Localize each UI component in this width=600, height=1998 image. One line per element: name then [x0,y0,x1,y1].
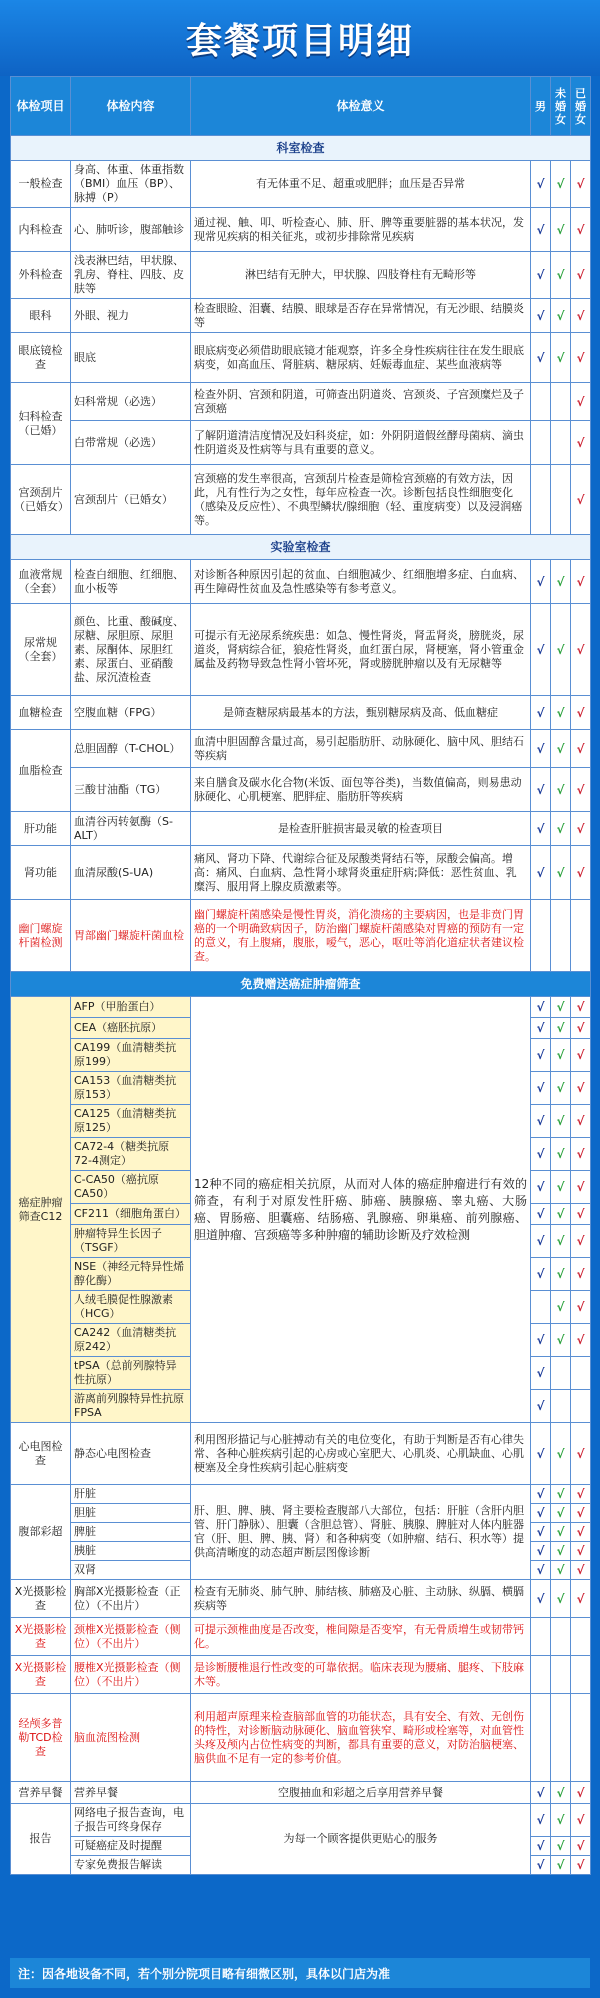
meaning-cell: 通过视、触、叩、听检查心、肺、肝、脾等重要脏器的基本状况，发现常见疾病的相关征兆，或初步排除常见疾病 [191,208,531,252]
tumor-item-cell: CA72-4（糖类抗原72-4测定） [71,1138,191,1171]
check-unmarried [551,1357,571,1390]
section-tumor: 免费赠送癌症肿瘤筛查 [11,972,591,997]
category-cell: 妇科检查（已婚） [11,383,71,465]
check-married: √ [571,1561,591,1580]
table-row [11,1580,591,1618]
check-married: √ [571,465,591,535]
check-male: √ [531,1542,551,1561]
ultrasound-rows [11,1485,591,1580]
check-married: √ [571,696,591,730]
category-cell: 尿常规（全套） [11,604,71,696]
check-unmarried: √ [551,1485,571,1504]
item-cell: 肝脏 [71,1485,191,1504]
item-cell: 白带常规（必选） [71,421,191,465]
category-cell: X光摄影检查 [11,1580,71,1618]
check-married [571,1694,591,1782]
item-cell: 腰椎X光摄影检查（侧位）（不出片） [71,1656,191,1694]
item-cell: 专家免费报告解读 [71,1856,191,1875]
meaning-cell: 对诊断各种原因引起的贫血、白细胞减少、红细胞增多症、白血病、再生障碍性贫血及急性感染等有参考意义。 [191,560,531,604]
tumor-item-cell: AFP（甲胎蛋白） [71,997,191,1018]
item-cell: 静态心电图检查 [71,1423,191,1485]
table-row [11,997,591,1018]
check-married: √ [571,333,591,383]
check-married: √ [571,1542,591,1561]
tumor-item-cell: CA153（血清糖类抗原153） [71,1072,191,1105]
category-cell: 腹部彩超 [11,1485,71,1580]
tumor-item-cell: CA199（血清糖类抗原199） [71,1039,191,1072]
check-unmarried: √ [551,161,571,208]
meaning-cell: 检查眼睑、泪囊、结膜、眼球是否存在异常情况，有无沙眼、结膜炎等 [191,299,531,333]
check-male: √ [531,299,551,333]
category-cell: 肾功能 [11,846,71,900]
meaning-cell: 痛风、肾功下降、代谢综合征及尿酸类肾结石等，尿酸会偏高。增高：痛风、白血病、急性肾小球肾炎重症肝病;降低：恶性贫血、乳糜泻、服用肾上腺皮质激素等。 [191,846,531,900]
section-lab: 实验室检查 [11,535,591,560]
check-male: √ [531,1204,551,1225]
check-male: √ [531,1561,551,1580]
meaning-cell: 了解阴道清洁度情况及妇科炎症，如：外阴阴道假丝酵母菌病、滴虫性阴道炎及性病等与具有重要的意义。 [191,421,531,465]
check-unmarried: √ [551,1423,571,1485]
header-project: 体检项目 [11,77,71,136]
meaning-cell: 宫颈癌的发生率很高，宫颈刮片检查是筛检宫颈癌的有效方法，因此，凡有性行为之女性，每年应检查一次。诊断包括良性细胞变化（感染及反应性）、不典型鳞状/腺细胞（轻、重度病变）以及浸润癌等。 [191,465,531,535]
check-unmarried: √ [551,1105,571,1138]
check-married: √ [571,1291,591,1324]
item-cell: 胆脏 [71,1504,191,1523]
section-dept: 科室检查 [11,136,591,161]
item-cell: 胃部幽门螺旋杆菌血检 [71,900,191,972]
check-unmarried: √ [551,1580,571,1618]
check-male: √ [531,1837,551,1856]
footer-note: 注：因各地设备不同，若个别分院项目略有细微区别，具体以门店为准 [10,1958,590,1988]
item-cell: 心、肺听诊，腹部触诊 [71,208,191,252]
table-row [11,730,591,768]
table-row [11,421,591,465]
table-row [11,1782,591,1804]
check-married: √ [571,1258,591,1291]
table-row [11,1423,591,1485]
category-cell: 外科检查 [11,252,71,299]
item-cell: 血清尿酸(S-UA) [71,846,191,900]
check-unmarried [551,1390,571,1423]
check-unmarried: √ [551,1782,571,1804]
check-married: √ [571,1423,591,1485]
check-male [531,383,551,421]
check-male: √ [531,1580,551,1618]
table-row [11,1485,591,1504]
meaning-cell: 是筛查糖尿病最基本的方法，甄别糖尿病及高、低血糖症 [191,696,531,730]
check-male [531,465,551,535]
tumor-item-cell: 肿瘤特异生长因子（TSGF） [71,1225,191,1258]
check-married: √ [571,812,591,846]
check-male: √ [531,1225,551,1258]
table-row [11,1618,591,1656]
check-married: √ [571,1204,591,1225]
check-unmarried: √ [551,1324,571,1357]
item-cell: 营养早餐 [71,1782,191,1804]
item-cell: 血清谷丙转氨酶（S-ALT） [71,812,191,846]
table-row [11,604,591,696]
check-married: √ [571,1485,591,1504]
check-married [571,1618,591,1656]
check-unmarried: √ [551,333,571,383]
check-unmarried: √ [551,1291,571,1324]
table-row [11,1656,591,1694]
check-married: √ [571,383,591,421]
table-row [11,252,591,299]
check-unmarried: √ [551,768,571,812]
item-cell: 双肾 [71,1561,191,1580]
check-male: √ [531,1072,551,1105]
check-married [571,1357,591,1390]
meaning-cell: 是诊断腰椎退行性改变的可靠依据。临床表现为腰痛、腿疼、下肢麻木等。 [191,1656,531,1694]
check-unmarried: √ [551,1804,571,1837]
check-unmarried: √ [551,1072,571,1105]
meaning-cell: 淋巴结有无肿大，甲状腺、四肢脊柱有无畸形等 [191,252,531,299]
check-unmarried: √ [551,1138,571,1171]
category-cell: 血液常规（全套） [11,560,71,604]
check-unmarried: √ [551,730,571,768]
check-married: √ [571,1225,591,1258]
check-unmarried [551,383,571,421]
check-unmarried: √ [551,997,571,1018]
check-male: √ [531,1324,551,1357]
check-male: √ [531,1357,551,1390]
meaning-cell: 利用超声原理来检查脑部血管的功能状态，具有安全、有效、无创伤的特性，对诊断脑动脉硬化、脑血管狭窄、畸形或栓塞等，对血管性头疼及颅内占位性病变的判断，都具有重要的意义，对防治脑梗塞、脑供血不足有一定的参考价值。 [191,1694,531,1782]
item-cell: 检查白细胞、红细胞、血小板等 [71,560,191,604]
table-row [11,299,591,333]
item-cell: 外眼、视力 [71,299,191,333]
check-male: √ [531,161,551,208]
check-unmarried: √ [551,299,571,333]
check-married: √ [571,1504,591,1523]
check-unmarried [551,465,571,535]
check-male [531,1618,551,1656]
category-cell: X光摄影检查 [11,1656,71,1694]
item-cell: 胸部X光摄影检查（正位）（不出片） [71,1580,191,1618]
tumor-item-cell: C-CA50（癌抗原CA50） [71,1171,191,1204]
item-cell: 空腹血糖（FPG） [71,696,191,730]
check-married: √ [571,1523,591,1542]
meaning-cell: 有无体重不足、超重或肥胖；血压是否异常 [191,161,531,208]
header-content: 体检内容 [71,77,191,136]
meaning-cell: 可提示颈椎曲度是否改变，椎间隙是否变窄，有无骨质增生或韧带钙化。 [191,1618,531,1656]
category-cell: 肝功能 [11,812,71,846]
report-rows [11,1804,591,1875]
header-male: 男 [531,77,551,136]
check-male: √ [531,208,551,252]
meaning-cell: 12种不同的癌症相关抗原，从而对人体的癌症肿瘤进行有效的筛查，有利于对原发性肝癌、肺癌、胰腺癌、睾丸癌、大肠癌、胃肠癌、胆囊癌、结肠癌、乳腺癌、卵巢癌、前列腺癌、胆道肿瘤、宫颈癌等多种肿瘤的辅助诊断及疗效检测 [191,997,531,1423]
check-married: √ [571,768,591,812]
check-male: √ [531,768,551,812]
check-married: √ [571,604,591,696]
table-row [11,465,591,535]
meaning-cell: 空腹抽血和彩超之后享用营养早餐 [191,1782,531,1804]
page-title: 套餐项目明细 [185,20,414,62]
tumor-item-cell: CA125（血清糖类抗原125） [71,1105,191,1138]
table-row [11,333,591,383]
table-row [11,208,591,252]
meaning-cell: 可提示有无泌尿系统疾患：如急、慢性肾炎，肾盂肾炎，膀胱炎，尿道炎，肾病综合征，狼疮性肾炎，血红蛋白尿，肾梗塞，肾小管重金属盐及药物导致急性肾小管坏死，肾或膀胱肿瘤以及有无尿糖等 [191,604,531,696]
category-cell: 内科检查 [11,208,71,252]
table-header-row [11,77,591,136]
check-unmarried: √ [551,1204,571,1225]
meaning-cell: 检查有无肺炎、肺气肿、肺结核、肺癌及心脏、主动脉、纵膈、横膈疾病等 [191,1580,531,1618]
check-male: √ [531,1171,551,1204]
meaning-cell: 肝、胆、脾、胰、肾主要检查腹部八大部位，包括：肝脏（含肝内胆管、肝门静脉）、胆囊（含胆总管）、肾脏、胰腺、脾脏对人体内脏器官（肝、胆、脾、胰、肾）和各种病变（如肿瘤、结石、积水等）提供高清晰度的动态超声断层图像诊断 [191,1485,531,1580]
check-married: √ [571,1072,591,1105]
check-male: √ [531,997,551,1018]
table-row [11,560,591,604]
item-cell: 宫颈刮片（已婚女） [71,465,191,535]
check-male: √ [531,560,551,604]
item-cell: 脾脏 [71,1523,191,1542]
check-married: √ [571,1039,591,1072]
check-male: √ [531,1039,551,1072]
meaning-cell: 来自膳食及碳水化合物(米饭、面包等谷类)，当数值偏高，则易患动脉硬化、心肌梗塞、肥胖症、脂肪肝等疾病 [191,768,531,812]
check-unmarried: √ [551,1504,571,1523]
check-married: √ [571,1837,591,1856]
tumor-item-cell: tPSA（总前列腺特异性抗原） [71,1357,191,1390]
check-married [571,1656,591,1694]
item-cell: 可疑癌症及时提醒 [71,1837,191,1856]
check-married: √ [571,208,591,252]
check-unmarried: √ [551,812,571,846]
category-cell: 血脂检查 [11,730,71,812]
check-married: √ [571,1324,591,1357]
item-cell: 脑血流图检测 [71,1694,191,1782]
check-unmarried [551,1618,571,1656]
tumor-item-cell: CEA（癌胚抗原） [71,1018,191,1039]
check-married: √ [571,730,591,768]
table-row [11,768,591,812]
check-unmarried: √ [551,1561,571,1580]
table-row [11,383,591,421]
check-married: √ [571,299,591,333]
check-male: √ [531,252,551,299]
check-male [531,900,551,972]
check-male: √ [531,333,551,383]
category-cell: 经颅多普勒TCD检查 [11,1694,71,1782]
check-unmarried: √ [551,1258,571,1291]
tumor-item-cell: NSE（神经元特异性烯醇化酶） [71,1258,191,1291]
header-meaning: 体检意义 [191,77,531,136]
check-married: √ [571,1804,591,1837]
item-cell: 总胆固醇（T-CHOL） [71,730,191,768]
meaning-cell: 眼底病变必须借助眼底镜才能观察，许多全身性疾病往往在发生眼底病变，如高血压、肾脏病、糖尿病、妊娠毒血症、某些血液病等 [191,333,531,383]
check-unmarried: √ [551,208,571,252]
check-unmarried [551,1656,571,1694]
check-unmarried: √ [551,560,571,604]
check-male: √ [531,1804,551,1837]
check-male: √ [531,1138,551,1171]
check-male: √ [531,1504,551,1523]
header-married: 已婚女 [571,77,591,136]
check-male [531,1291,551,1324]
meaning-cell: 血清中胆固醇含量过高，易引起脂肪肝、动脉硬化、脑中风、胆结石等疾病 [191,730,531,768]
check-unmarried: √ [551,1018,571,1039]
item-cell: 颜色、比重、酸碱度、尿糖、尿胆原、尿胆素、尿酮体、尿胆红素、尿蛋白、亚硝酸盐、尿沉渣检查 [71,604,191,696]
check-male: √ [531,812,551,846]
category-cell: 眼底镜检查 [11,333,71,383]
table-row [11,696,591,730]
check-married: √ [571,161,591,208]
tumor-item-cell: 游离前列腺特异性抗原FPSA [71,1390,191,1423]
meaning-cell: 利用图形描记与心脏搏动有关的电位变化，有助于判断是否有心律失常、各种心脏疾病引起的心房或心室肥大、心肌炎、心肌缺血、心肌梗塞及全身性疾病引起心脏病变 [191,1423,531,1485]
category-cell: 癌症肿瘤筛查C12 [11,997,71,1423]
check-male: √ [531,1485,551,1504]
meaning-cell: 是检查肝脏损害最灵敏的检查项目 [191,812,531,846]
check-male: √ [531,730,551,768]
check-male: √ [531,696,551,730]
item-cell: 妇科常规（必选） [71,383,191,421]
package-table-container [10,76,590,1875]
check-male: √ [531,1258,551,1291]
category-cell: X光摄影检查 [11,1618,71,1656]
check-married: √ [571,997,591,1018]
check-married [571,1390,591,1423]
tumor-item-cell: CA242（血清糖类抗原242） [71,1324,191,1357]
check-male: √ [531,1856,551,1875]
check-male [531,1694,551,1782]
check-married: √ [571,1171,591,1204]
item-cell: 颈椎X光摄影检查（侧位）（不出片） [71,1618,191,1656]
category-cell: 营养早餐 [11,1782,71,1804]
check-unmarried: √ [551,846,571,900]
item-cell: 三酸甘油酯（TG） [71,768,191,812]
check-male: √ [531,1782,551,1804]
category-cell: 血糖检查 [11,696,71,730]
table-row [11,900,591,972]
check-married: √ [571,1782,591,1804]
category-cell: 报告 [11,1804,71,1875]
check-male [531,1656,551,1694]
check-unmarried [551,900,571,972]
banner [0,0,600,76]
table-row [11,1694,591,1782]
check-unmarried: √ [551,1225,571,1258]
check-married: √ [571,1018,591,1039]
check-married: √ [571,560,591,604]
item-cell: 眼底 [71,333,191,383]
check-married: √ [571,1138,591,1171]
tumor-item-cell: 人绒毛膜促性腺激素（HCG） [71,1291,191,1324]
category-cell: 幽门螺旋杆菌检测 [11,900,71,972]
check-unmarried: √ [551,1171,571,1204]
check-male [531,421,551,465]
item-cell: 网络电子报告查询，电子报告可终身保存 [71,1804,191,1837]
category-cell: 宫颈刮片（已婚女） [11,465,71,535]
category-cell: 心电图检查 [11,1423,71,1485]
check-married [571,900,591,972]
check-unmarried [551,1694,571,1782]
check-unmarried: √ [551,696,571,730]
check-unmarried: √ [551,252,571,299]
table-row [11,812,591,846]
table-row [11,1804,591,1837]
category-cell: 一般检查 [11,161,71,208]
item-cell: 胰脏 [71,1542,191,1561]
item-cell: 身高、体重、体重指数（BMI）血压（BP）、脉搏（P） [71,161,191,208]
check-male: √ [531,1523,551,1542]
table-row [11,846,591,900]
tumor-item-cell: CF211（细胞角蛋白） [71,1204,191,1225]
package-table [10,76,591,1875]
check-unmarried [551,421,571,465]
check-married: √ [571,1856,591,1875]
check-male: √ [531,846,551,900]
table-row [11,161,591,208]
category-cell: 眼科 [11,299,71,333]
check-unmarried: √ [551,1039,571,1072]
check-unmarried: √ [551,604,571,696]
check-married: √ [571,1105,591,1138]
check-married: √ [571,421,591,465]
check-male: √ [531,604,551,696]
item-cell: 浅表淋巴结，甲状腺、乳房、脊柱、四肢、皮肤等 [71,252,191,299]
check-male: √ [531,1018,551,1039]
meaning-cell: 幽门螺旋杆菌感染是慢性胃炎，消化溃疡的主要病因，也是非贲门胃癌的一个明确致病因子，防治幽门螺旋杆菌感染对胃癌的预防有一定的意义，有上腹痛，腹胀，嗳气，恶心，呕吐等消化道症状者建议检查。 [191,900,531,972]
check-male: √ [531,1423,551,1485]
check-unmarried: √ [551,1837,571,1856]
check-unmarried: √ [551,1542,571,1561]
check-married: √ [571,1580,591,1618]
check-male: √ [531,1105,551,1138]
tumor-rows [11,997,591,1423]
check-unmarried: √ [551,1523,571,1542]
meaning-cell: 为每一个顾客提供更贴心的服务 [191,1804,531,1875]
check-unmarried: √ [551,1856,571,1875]
check-married: √ [571,846,591,900]
check-male: √ [531,1390,551,1423]
meaning-cell: 检查外阴、宫颈和阴道，可筛查出阴道炎、宫颈炎、子宫颈糜烂及子宫颈癌 [191,383,531,421]
check-married: √ [571,252,591,299]
header-unmarried: 未婚女 [551,77,571,136]
